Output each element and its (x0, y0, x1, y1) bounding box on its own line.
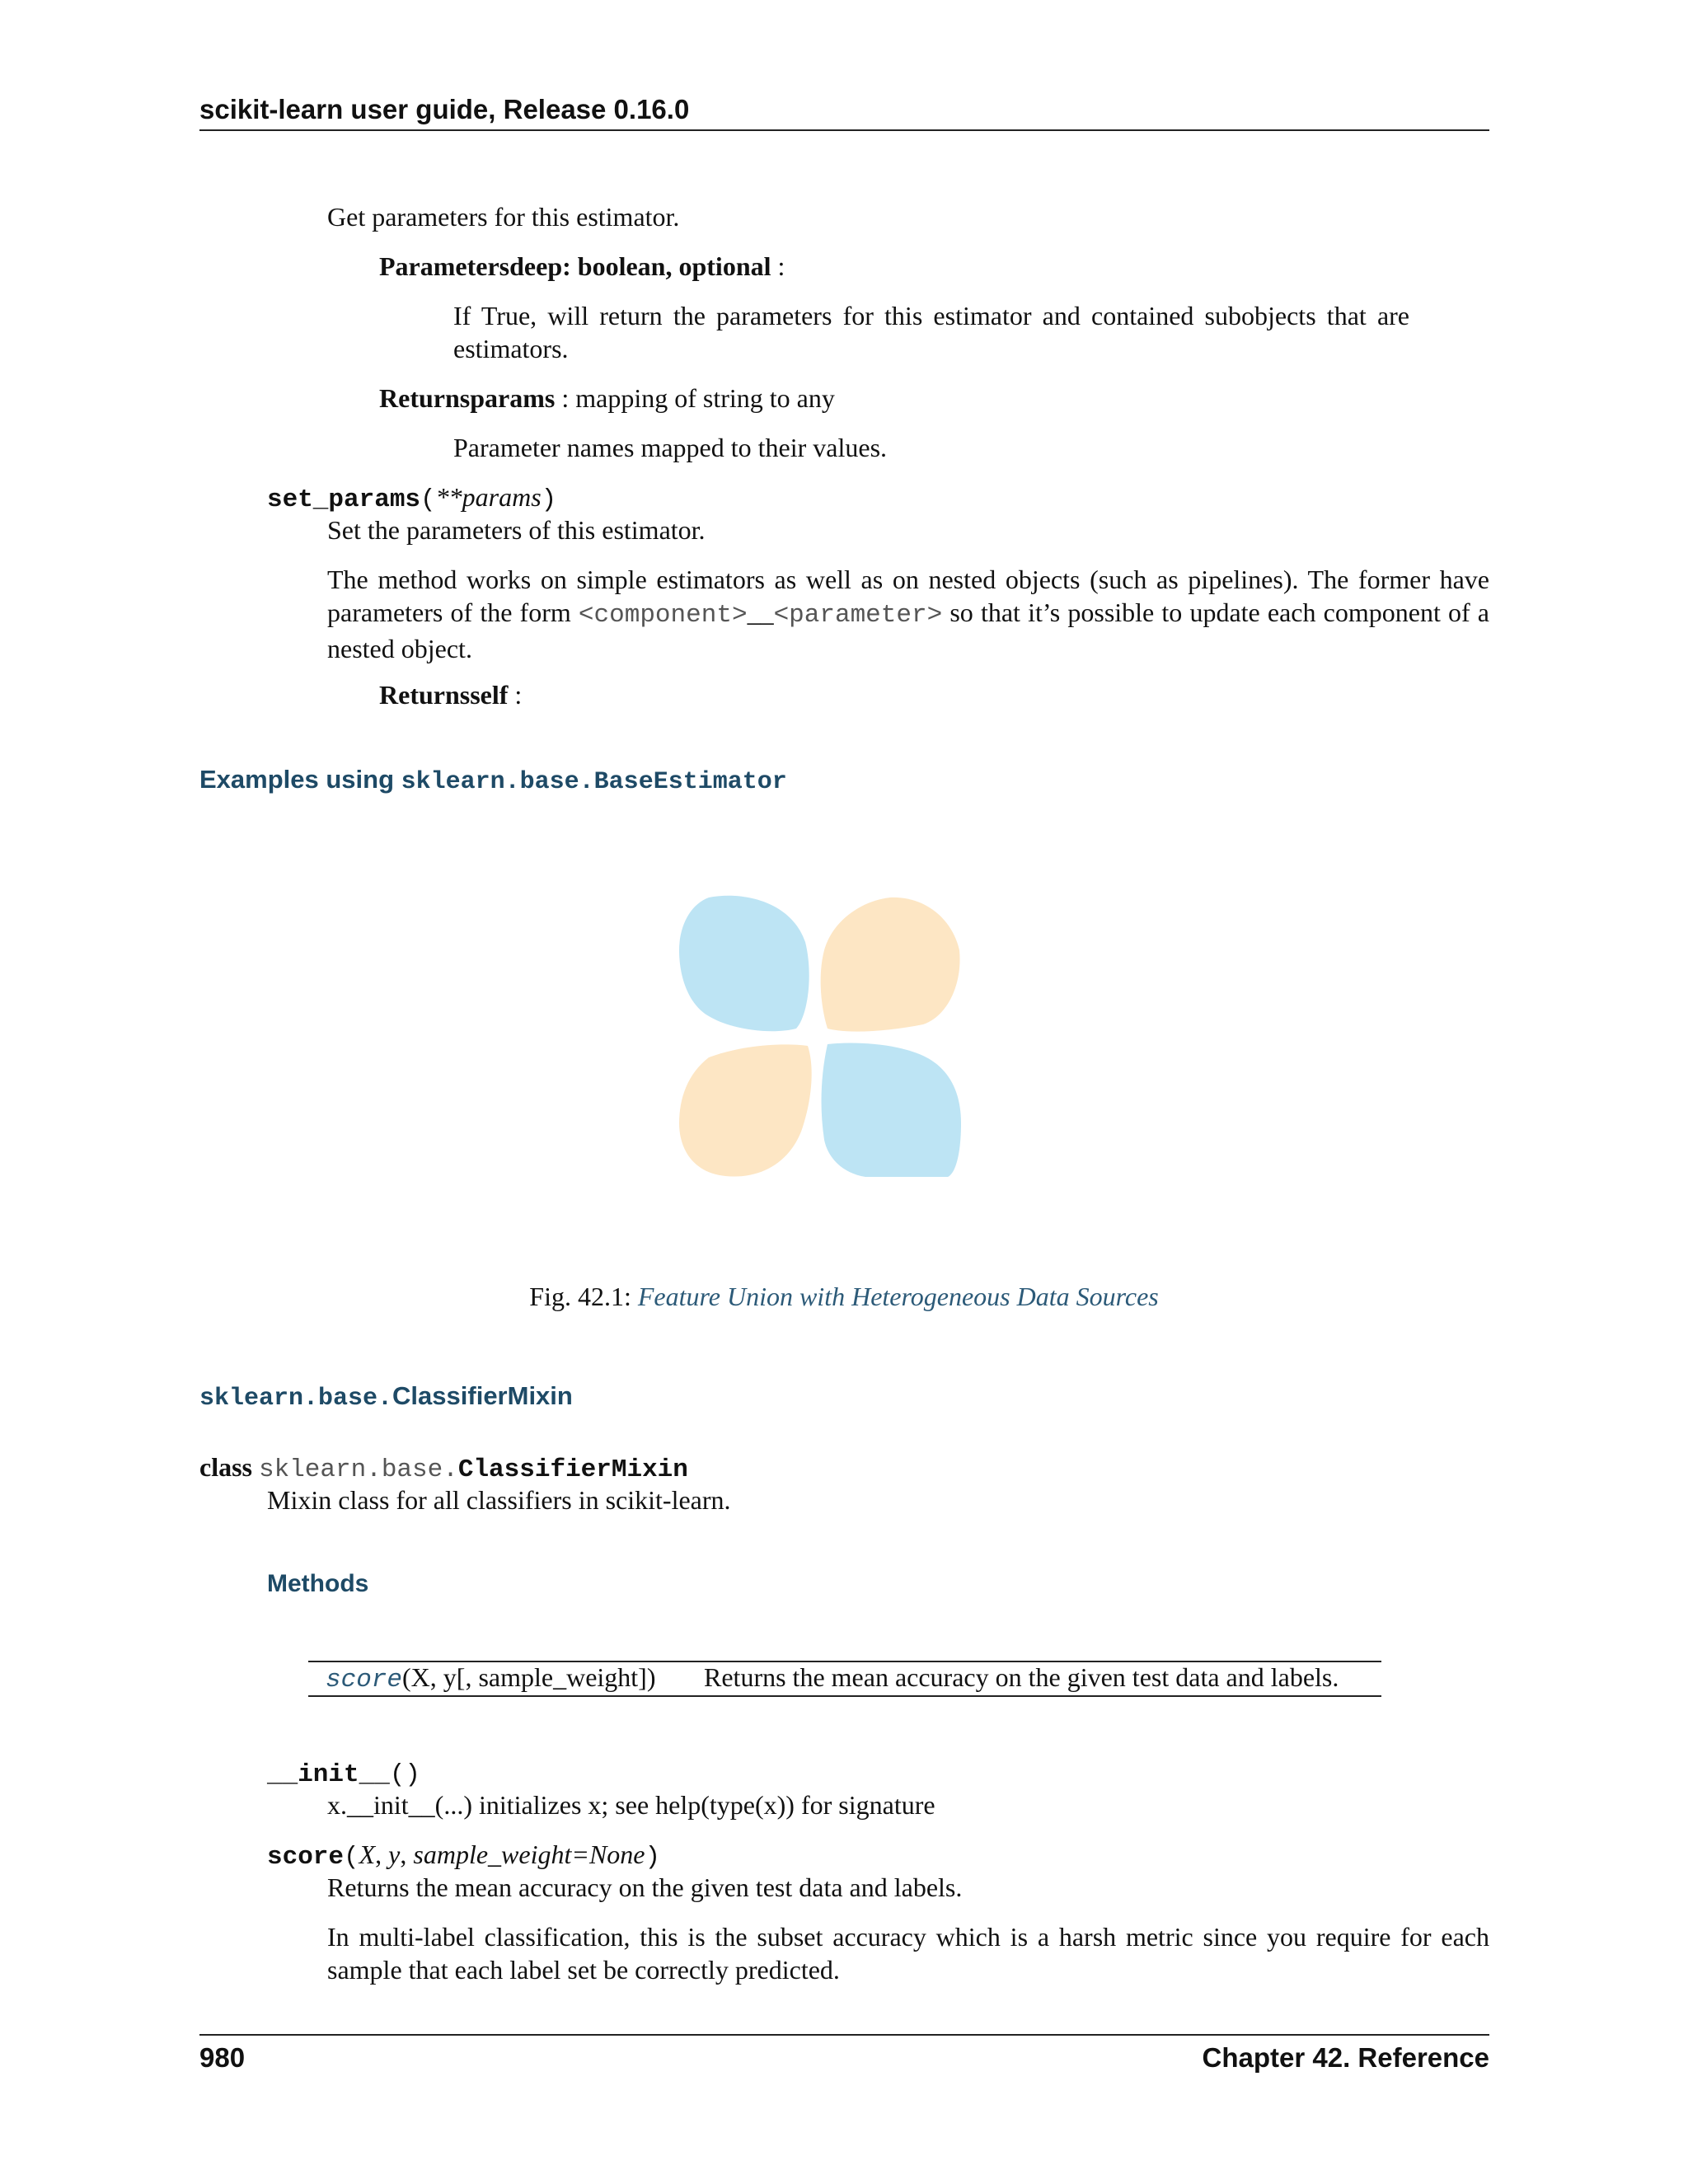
lobe-bottom-right (822, 1043, 961, 1177)
init-signature: __init__() (267, 1760, 421, 1789)
footer-chapter: Chapter 42. Reference (1202, 2042, 1489, 2073)
get-params-parameters: Parametersdeep: boolean, optional : (379, 251, 785, 281)
figure-caption-link[interactable]: Feature Union with Heterogeneous Data Sources (637, 1282, 1159, 1311)
parameters-label: Parameters (379, 251, 510, 281)
header-rule (199, 129, 1489, 131)
param-deep: deep: boolean, optional (509, 251, 771, 281)
code-component: <component> (578, 601, 748, 630)
footer-page-number: 980 (199, 2042, 246, 2073)
footer-rule (199, 2034, 1489, 2036)
score-signature: score(X, y, sample_weight=None) (267, 1840, 661, 1872)
set-params-name: set_params (267, 485, 421, 514)
figure-caption: Fig. 42.1: Feature Union with Heterogeneous Data Sources (529, 1282, 1159, 1311)
init-description: x.__init__(...) initializes x; see help(type(x)) for signature (327, 1790, 935, 1820)
get-params-description: Get parameters for this estimator. (327, 202, 680, 232)
method-link-score[interactable]: score (326, 1666, 403, 1694)
returns-description: Parameter names mapped to their values. (453, 433, 888, 462)
methods-table-bottom-rule (308, 1695, 1381, 1697)
classifier-mixin-section-heading: sklearn.base.ClassifierMixin (199, 1381, 573, 1413)
set-params-paragraph: The method works on simple estimators as well as on nested objects (such as pipelines). The former have parameters of the form <component>__<parameter> so that it’s possible to update each component of a nested object. (327, 565, 1490, 663)
score-description: Returns the mean accuracy on the given test data and labels. (327, 1872, 963, 1902)
set-params-args: **params (435, 482, 542, 512)
classifier-mixin-description: Mixin class for all classifiers in scikit-learn. (267, 1485, 731, 1515)
returns-label: Returns (379, 383, 471, 413)
param-deep-description: If True, will return the parameters for this estimator and contained subobjects that are estimators. (453, 301, 1409, 363)
score-paragraph: In multi-label classification, this is the subset accuracy which is a harsh metric since you require for each sample that each label set be correctly predicted. (327, 1922, 1489, 1985)
set-params-returns: Returnsself : (379, 680, 523, 710)
class-name: ClassifierMixin (457, 1455, 688, 1484)
classifier-mixin-signature: class sklearn.base.ClassifierMixin (199, 1452, 688, 1484)
methods-table-row: score(X, y[, sample_weight]) (326, 1662, 656, 1694)
examples-heading-code: sklearn.base.BaseEstimator (401, 768, 787, 796)
example-thumbnail[interactable] (676, 893, 964, 1181)
set-params-signature: set_params(**params) (267, 482, 557, 514)
lobe-top-right (821, 898, 960, 1032)
returns-name: params (470, 383, 556, 413)
code-parameter: <parameter> (773, 601, 943, 630)
lobe-top-left (679, 896, 809, 1032)
page-header-title: scikit-learn user guide, Release 0.16.0 (199, 94, 690, 124)
methods-heading: Methods (267, 1570, 369, 1597)
lobe-bottom-left (679, 1044, 812, 1176)
set-params-description: Set the parameters of this estimator. (327, 515, 706, 545)
returns-type: : mapping of string to any (555, 383, 835, 413)
examples-heading: Examples using sklearn.base.BaseEstimator (199, 765, 787, 796)
class-keyword: class (199, 1452, 252, 1482)
methods-table-description: Returns the mean accuracy on the given test data and labels. (704, 1662, 1339, 1692)
get-params-returns (379, 382, 835, 415)
